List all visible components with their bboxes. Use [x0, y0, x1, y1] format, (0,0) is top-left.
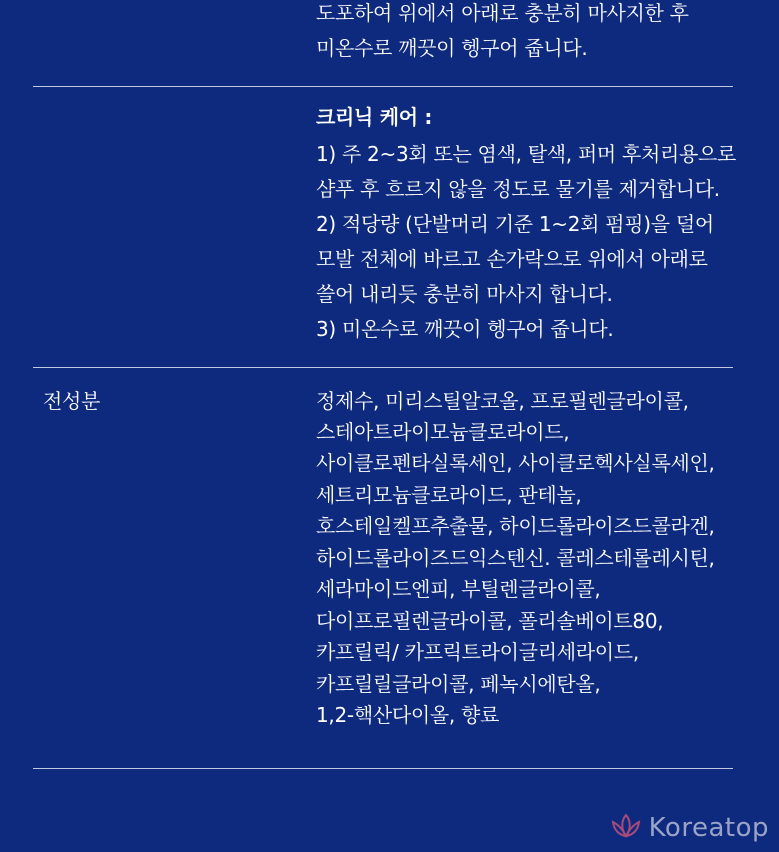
clinic-care-line-5: 쓸어 내리듯 충분히 마사지 합니다.	[316, 282, 613, 306]
clinic-care-heading: 크리닉 케어 :	[316, 105, 433, 129]
ingredient-line-3: 사이클로펜타실록세인, 사이클로헥사실록세인,	[316, 451, 715, 475]
ingredient-line-7: 세라마이드엔피, 부틸렌글라이콜,	[316, 577, 601, 601]
ingredient-line-4: 세트리모늄클로라이드, 판테놀,	[316, 483, 582, 507]
section-divider	[33, 367, 733, 368]
clinic-care-line-3: 2) 적당량 (단발머리 기준 1~2회 펌핑)을 덜어	[316, 212, 714, 236]
usage-line-1: 도포하여 위에서 아래로 충분히 마사지한 후	[316, 1, 689, 25]
clinic-care-line-1: 1) 주 2~3회 또는 염색, 탈색, 퍼머 후처리용으로	[316, 142, 737, 166]
ingredient-line-11: 1,2-핵산다이올, 향료	[316, 703, 500, 727]
clinic-care-line-6: 3) 미온수로 깨끗이 헹구어 줍니다.	[316, 317, 614, 341]
koreatop-watermark	[609, 812, 769, 844]
clinic-care-line-4: 모발 전체에 바르고 손가락으로 위에서 아래로	[316, 247, 708, 271]
ingredient-line-6: 하이드롤라이즈드익스텐신. 콜레스테롤레시틴,	[316, 546, 715, 570]
ingredient-line-1: 정제수, 미리스틸알코올, 프로필렌글라이콜,	[316, 389, 689, 413]
ingredient-line-9: 카프릴릭/ 카프릭트라이글리세라이드,	[316, 640, 639, 664]
ingredients-label: 전성분	[43, 389, 101, 413]
ingredient-line-10: 카프릴릴글라이콜, 페녹시에탄올,	[316, 672, 601, 696]
clinic-care-line-2: 샴푸 후 흐르지 않을 정도로 물기를 제거합니다.	[316, 177, 720, 201]
section-divider	[33, 768, 733, 769]
ingredient-line-5: 호스테일켈프추출물, 하이드롤라이즈드콜라겐,	[316, 514, 715, 538]
watermark-text: Koreatop	[648, 813, 769, 843]
section-divider	[33, 86, 733, 87]
ingredient-line-2: 스테아트라이모늄클로라이드,	[316, 420, 570, 444]
lotus-icon	[609, 812, 643, 844]
usage-line-2: 미온수로 깨끗이 헹구어 줍니다.	[316, 36, 588, 60]
ingredient-line-8: 다이프로필렌글라이콜, 폴리솔베이트80,	[316, 609, 664, 633]
